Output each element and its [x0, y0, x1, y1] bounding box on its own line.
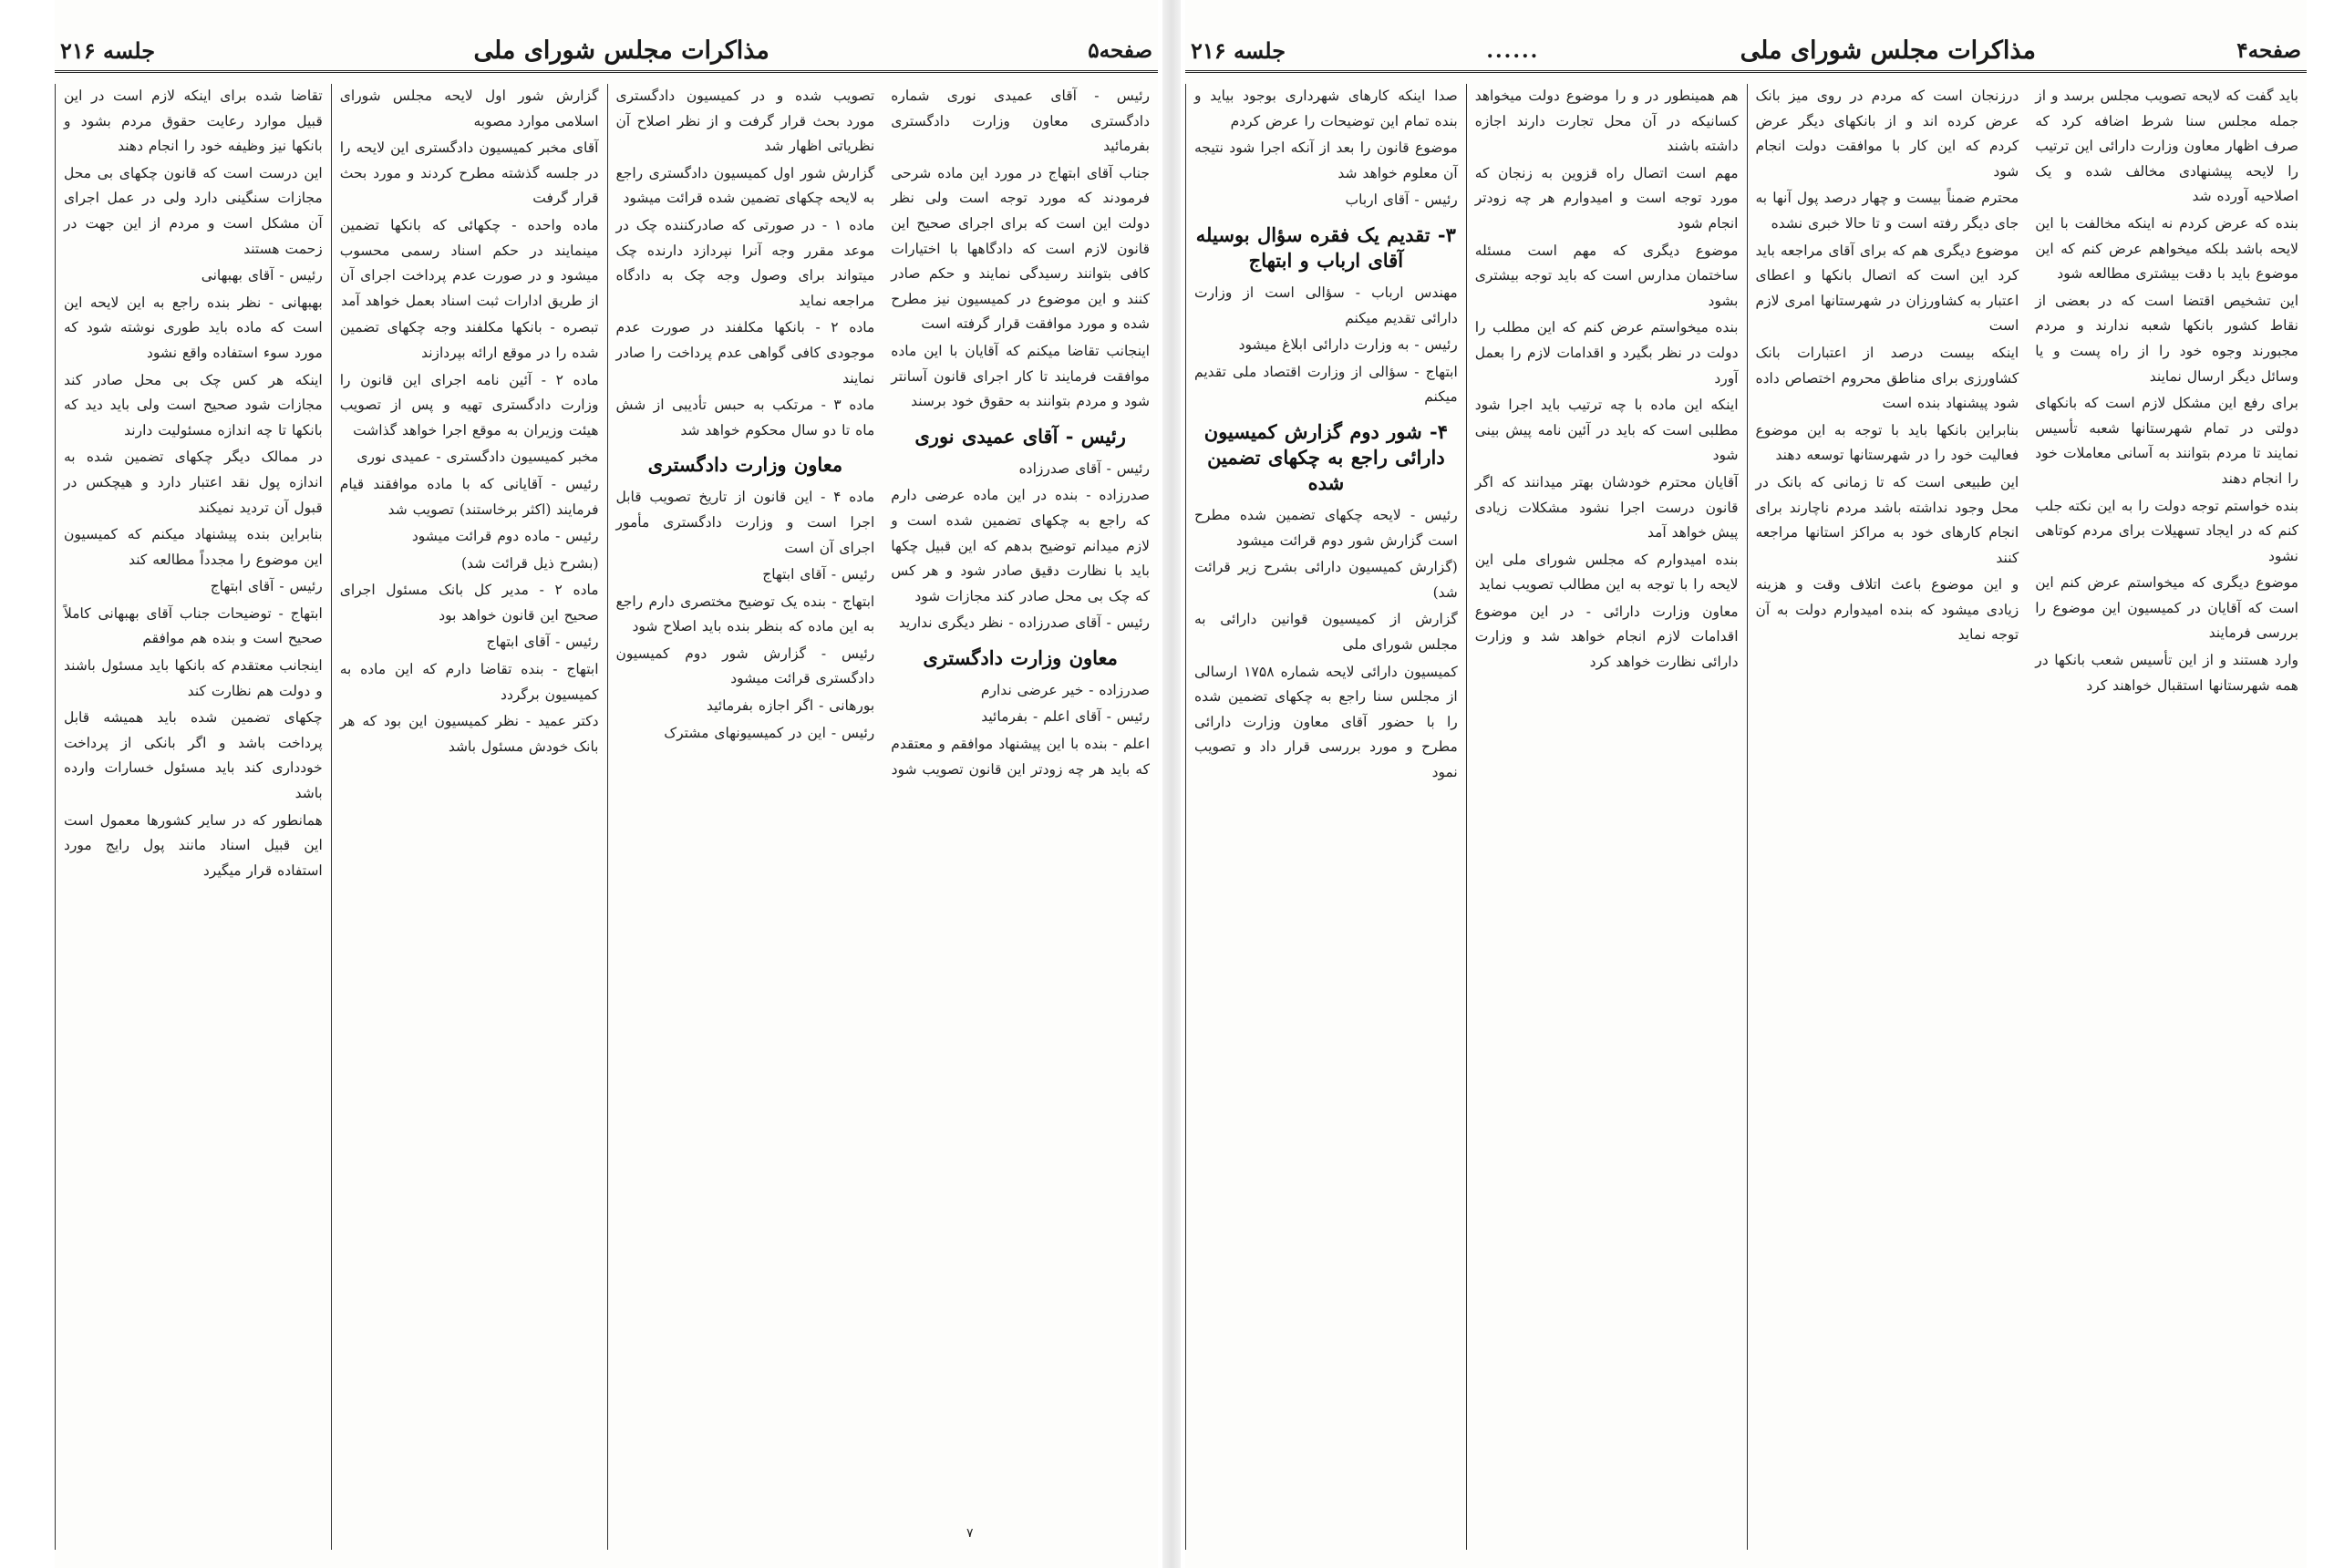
right-page	[1185, 0, 2307, 1568]
column-text	[1756, 84, 2019, 648]
text-column	[1466, 84, 1747, 1550]
paragraph: موضوع قانون را بعد از آنکه اجرا شود نتیجه آن معلوم خواهد شد	[1194, 139, 1458, 181]
publication-title: مذاکرات مجلس شورای ملی	[473, 36, 769, 65]
footer-page-number: ۷	[966, 1526, 974, 1541]
paragraph: رئیس - آقای عمیدی نوری شماره دادگستری معاون وزارت دادگستری بفرمائید	[891, 88, 1150, 155]
paragraph: ماده ۳ - مرتکب به حبس تأدیبی از شش ماه تا دو سال محکوم خواهد شد	[615, 397, 875, 438]
paragraph: هم همینطور در و را موضوع دولت میخواهد کسانیکه در آن محل تجارت دارند اجازه داشته باشند	[1474, 88, 1739, 155]
column-text	[64, 84, 323, 883]
paragraph: ماده واحده - چکهائی که بانکها تضمین مینمایند در حکم اسناد رسمی محسوب میشود و در صورت عدم پرداخت اجرای آن از طریق ادارات ثبت اسناد بعمل خواهد آمد	[339, 216, 599, 309]
paragraph: ابتهاج - بنده یک توضیح مختصری دارم راجع به این ماده که بنظر بنده باید اصلاح شود	[615, 593, 875, 635]
paragraph: اینکه این ماده با چه ترتیب باید اجرا شود مطلبی است که باید در آئین نامه پیش بینی شود	[1474, 397, 1739, 464]
paragraph: رئیس - آقایانی که با ماده موافقند قیام فرمایند (اکثر برخاستند) تصویب شد	[339, 475, 599, 518]
header-dots: ......	[1486, 38, 1540, 63]
paragraph: وارد هستند و از این تأسیس شعب بانکها در همه شهرستانها استقبال خواهند کرد	[2035, 652, 2298, 694]
paragraph: ماده ۲ - بانکها مکلفند در صورت عدم موجودی کافی گواهی عدم پرداخت را صادر نمایند	[615, 319, 875, 387]
paragraph: برای رفع این مشکل لازم است که بانکهای دولتی در تمام شهرستانها شعبه تأسیس نمایند تا مردم بتوانند به آسانی معاملات خود را انجام دهند	[2035, 395, 2298, 487]
paragraph: این طبیعی است که تا زمانی که بانک در محل وجود نداشته باشد مردم ناچارند برای انجام کارهای خود به مراکز استانها مراجعه کنند	[1755, 473, 2019, 566]
session-number: جلسه ۲۱۶	[1191, 37, 1286, 64]
paragraph: تبصره - بانکها مکلفند وجه چکهای تضمین شده را در موقع ارائه بپردازند	[339, 319, 599, 361]
paragraph: اعلم - بنده با این پیشنهاد موافقم و معتقدم که باید هر چه زودتر این قانون تصویب شود	[891, 736, 1150, 778]
column-text	[616, 84, 875, 746]
column-text	[1475, 84, 1739, 676]
paragraph: بنده میخواستم عرض کنم که این مطلب را دولت در نظر بگیرد و اقدامات لازم را بعمل آورد	[1474, 319, 1739, 387]
paragraph: بهبهانی - نظر بنده راجع به این لایحه این است که ماده باید طوری نوشته شود که مورد سوء استفاده واقع نشود	[64, 294, 323, 361]
page-gutter	[1162, 0, 1181, 1568]
paragraph: بنده خواستم توجه دولت را به این نکته جلب کنم که در ایجاد تسهیلات برای مردم کوتاهی نشود	[2035, 497, 2298, 564]
section-heading: معاون وزارت دادگستری	[923, 645, 1118, 669]
left-page-columns	[55, 84, 1158, 1550]
paragraph: ماده ۲ - مدیر کل بانک مسئول اجرای صحیح این قانون خواهد بود	[339, 582, 599, 624]
paragraph: اینکه بیست درصد از اعتبارات بانک کشاورزی برای مناطق محروم اختصاص داده شود پیشنهاد بنده است	[1755, 344, 2019, 412]
paragraph: (بشرح ذیل قرائت شد)	[461, 554, 599, 572]
text-column	[331, 84, 607, 1550]
paragraph: معاون وزارت دارائی - در این موضوع اقدامات لازم انجام خواهد شد و وزارت دارائی نظارت خواهد کرد	[1474, 603, 1739, 671]
paragraph: آقای مخبر کمیسیون دادگستری این لایحه را در جلسه گذشته مطرح کردند و مورد بحث قرار گرفت	[339, 139, 599, 207]
paragraph: ابتهاج - توضیحات جناب آقای بهبهانی کاملاً صحیح است و بنده هم موافقم	[64, 604, 323, 647]
paragraph: رئیس - آقای ابتهاج	[486, 634, 599, 651]
paragraph: گزارش شور اول کمیسیون دادگستری راجع به لایحه چکهای تضمین شده قرائت میشود	[615, 164, 875, 207]
paragraph: رئیس - آقای بهبهانی	[201, 267, 323, 284]
paragraph: و این موضوع باعث اتلاف وقت و هزینه زیادی میشود که بنده امیدوارم دولت به آن توجه نماید	[1755, 576, 2019, 644]
paragraph: چکهای تضمین شده باید همیشه قابل پرداخت باشد و اگر بانکی از پرداخت خودداری کند باید مسئول خسارات وارده باشد	[64, 709, 323, 802]
paragraph: تصویب شده و در کمیسیون دادگستری مورد بحث قرار گرفت و از نظر اصلاح آن نظریاتی اظهار شد	[615, 88, 875, 155]
paragraph: دکتر عمید - نظر کمیسیون این بود که هر بانک خودش مسئول باشد	[339, 713, 599, 755]
paragraph: رئیس - به وزارت دارائی ابلاغ میشود	[1238, 336, 1458, 354]
paragraph: رئیس - گزارش شور دوم کمیسیون دادگستری قرائت میشود	[615, 645, 875, 687]
paragraph: تقاضا شده برای اینکه لازم است در این قبیل موارد رعایت حقوق مردم بشود و بانکها نیز وظیفه خود را انجام دهند	[64, 88, 323, 155]
paragraph: این درست است که قانون چکهای بی محل مجازات سنگینی دارد ولی در عمل اجرای آن مشکل است و مردم از این جهت در زحمت هستند	[64, 164, 323, 257]
paragraph: رئیس - آقای اعلم - بفرمائید	[981, 708, 1150, 726]
paragraph: موضوع دیگری که مهم است مسئله ساختمان مدارس است که باید توجه بیشتری بشود	[1474, 242, 1739, 309]
paragraph: گزارش شور اول لایحه مجلس شورای اسلامی موارد مصوبه	[339, 88, 599, 129]
paragraph: رئیس - آقای ابتهاج	[210, 578, 323, 595]
column-text	[340, 84, 599, 759]
paragraph: باید گفت که لایحه تصویب مجلس برسد و از جمله مجلس سنا شرط اضافه کرد که صرف اظهار معاون وزارت دارائی این ترتیب را لایحه پیشنهادی مخالف شده و یک اصلاحیه آورده شد	[2035, 88, 2298, 205]
section-heading: ۴- شور دوم گزارش کمیسیون دارائی راجع به چکهای تضمین شده	[1203, 419, 1449, 494]
left-page-header	[55, 31, 1158, 73]
paragraph: صدرزاده - خیر عرضی ندارم	[980, 681, 1150, 698]
right-page-header	[1185, 31, 2307, 73]
paragraph: بنده امیدوارم که مجلس شورای ملی این لایحه را با توجه به این مطالب تصویب نماید	[1474, 551, 1739, 593]
paragraph: رئیس - لایحه چکهای تضمین شده مطرح است گزارش شور دوم قرائت میشود	[1194, 506, 1458, 549]
paragraph: رئیس - آقای صدرزاده	[1018, 459, 1150, 477]
paragraph: موضوع دیگری هم که برای آقای مراجعه باید کرد این است که اتصال بانکها و اعطای اعتبار به کشاورزان در شهرستانها امری لازم است	[1755, 242, 2019, 335]
paragraph: رئیس - آقای ارباب	[1345, 191, 1458, 209]
publication-title: مذاکرات مجلس شورای ملی	[1740, 36, 2037, 65]
paragraph: درزنجان است که مردم در روی میز بانک عرض کرده اند و از بانکهای دیگر عرض کردم که این کار با موافقت دولت انجام شود	[1755, 88, 2019, 180]
column-text	[891, 84, 1150, 782]
paragraph: بنابراین بنده پیشنهاد میکنم که کمیسیون این موضوع را مجدداً مطالعه کند	[64, 526, 323, 568]
paragraph: صدا اینکه کارهای شهرداری بوجود بیاید و بنده تمام این توضیحات را عرض کردم	[1194, 88, 1458, 129]
page-number-label: صفحه۴	[2236, 38, 2301, 63]
paragraph: صدرزاده - بنده در این ماده عرضی دارم که راجع به چکهای تضمین شده است و لازم میدانم توضیح بدهم که این قبیل چکها باید با نظارت دقیق صادر شود و هر کس که چک بی محل صادر کند مجازات شود	[891, 487, 1150, 604]
paragraph: همانطور که در سایر کشورها معمول است این قبیل اسناد مانند پول رایج مورد استفاده قرار میگیرد	[64, 811, 323, 879]
paragraph: مهم است اتصال راه قزوین به زنجان که مورد توجه است و امیدوارم هر چه زودتر انجام شود	[1474, 164, 1739, 232]
text-column	[883, 84, 1158, 1550]
paragraph: اینکه هر کس چک بی محل صادر کند مجازات شود صحیح است ولی باید دید که بانکها تا چه اندازه مسئولیت دارند	[64, 371, 323, 438]
column-text	[1194, 84, 1458, 785]
paragraph: رئیس - این در کمیسیونهای مشترک	[664, 724, 875, 741]
paragraph: بنده که عرض کردم نه اینکه مخالفت با این لایحه باشد بلکه میخواهم عرض کنم که این موضوع باید با دقت بیشتری مطالعه شود	[2035, 214, 2298, 283]
text-column	[55, 84, 331, 1550]
paragraph: ماده ۴ - این قانون از تاریخ تصویب قابل اجرا است و وزارت دادگستری مأمور اجرای آن است	[615, 489, 875, 556]
page-number-label: صفحه۵	[1088, 38, 1152, 63]
left-page	[55, 0, 1158, 1568]
paragraph: جناب آقای ابتهاج در مورد این ماده شرحی فرمودند که مورد توجه است ولی نظر دولت این است که برای اجرای صحیح این قانون لازم است که دادگاهها با اختیارات کافی بتوانند رسیدگی نمایند و حکم صادر کنند و این موضوع در کمیسیون نیز مطرح شده و مورد موافقت قرار گرفته است	[891, 164, 1150, 333]
paragraph: بورهانی - اگر اجازه بفرمائید	[707, 697, 875, 715]
column-text	[2035, 84, 2298, 698]
paragraph: (گزارش کمیسیون دارائی بشرح زیر قرائت شد)	[1194, 559, 1458, 601]
right-page-columns	[1185, 84, 2307, 1550]
paragraph: کمیسیون دارائی لایحه شماره ۱۷۵۸ ارسالی از مجلس سنا راجع به چکهای تضمین شده را با حضور آقای معاون وزارت دارائی مطرح و مورد بررسی قرار داد و تصویب نمود	[1194, 663, 1458, 780]
paragraph: در ممالک دیگر چکهای تضمین شده به اندازه پول نقد اعتبار دارد و هیچکس در قبول آن تردید نمیکند	[64, 449, 323, 516]
text-column	[607, 84, 883, 1550]
paragraph: محترم ضمناً بیست و چهار درصد پول آنها به جای دیگر رفته است و تا حالا خبری نشده	[1755, 190, 2019, 232]
paragraph: ماده ۱ - در صورتی که صادرکننده چک در موعد مقرر وجه آنرا نپردازد دارنده چک میتواند برای وصول وجه چک به دادگاه مراجعه نماید	[615, 216, 875, 309]
paragraph: این تشخیص اقتضا است که در بعضی از نقاط کشور بانکها شعبه ندارند و مردم مجبورند وجوه خود را از راه پست و یا وسائل دیگر ارسال نمایند	[2035, 292, 2298, 385]
paragraph: مهندس ارباب - سؤالی است از وزارت دارائی تقدیم میکنم	[1194, 284, 1458, 326]
section-heading: ۳- تقدیم یک فقره سؤال بوسیله آقای ارباب و ابتهاج	[1195, 222, 1456, 272]
paragraph: رئیس - ماده دوم قرائت میشود	[411, 528, 599, 545]
paragraph: بنابراین بانکها باید با توجه به این موضوع فعالیت خود را در شهرستانها توسعه دهند	[1755, 421, 2019, 464]
paragraph: موضوع دیگری که میخواستم عرض کنم این است که آقایان در کمیسیون این موضوع را بررسی فرمایند	[2035, 574, 2298, 642]
session-number: جلسه ۲۱۶	[60, 37, 156, 64]
section-heading: رئیس - آقای عمیدی نوری	[914, 424, 1126, 448]
paragraph: مخبر کمیسیون دادگستری - عمیدی نوری	[356, 449, 599, 466]
paragraph: ابتهاج - بنده تقاضا دارم که این ماده به کمیسیون برگردد	[339, 661, 599, 703]
paragraph: اینجانب معتقدم که بانکها باید مسئول باشند و دولت هم نظارت کند	[64, 657, 323, 699]
paragraph: ابتهاج - سؤالی از وزارت اقتصاد ملی تقدیم میکنم	[1194, 363, 1458, 406]
paragraph: رئیس - آقای صدرزاده - نظر دیگری ندارید	[898, 614, 1150, 632]
paragraph: آقایان محترم خودشان بهتر میدانند که اگر قانون درست اجرا نشود مشکلات زیادی پیش خواهد آمد	[1474, 473, 1739, 542]
paragraph: رئیس - آقای ابتهاج	[762, 566, 875, 583]
text-column	[1747, 84, 2028, 1550]
section-heading: معاون وزارت دادگستری	[647, 453, 843, 477]
paragraph: گزارش از کمیسیون قوانین دارائی به مجلس شورای ملی	[1194, 611, 1458, 653]
text-column	[2027, 84, 2307, 1550]
paragraph: اینجانب تقاضا میکنم که آقایان با این ماده موافقت فرمایند تا کار اجرای قانون آسانتر شود و مردم بتوانند به حقوق خود برسند	[891, 342, 1150, 410]
text-column	[1185, 84, 1466, 1550]
paragraph: ماده ۲ - آئین نامه اجرای این قانون را وزارت دادگستری تهیه و پس از تصویب هیئت وزیران به موقع اجرا خواهد گذاشت	[339, 371, 599, 438]
